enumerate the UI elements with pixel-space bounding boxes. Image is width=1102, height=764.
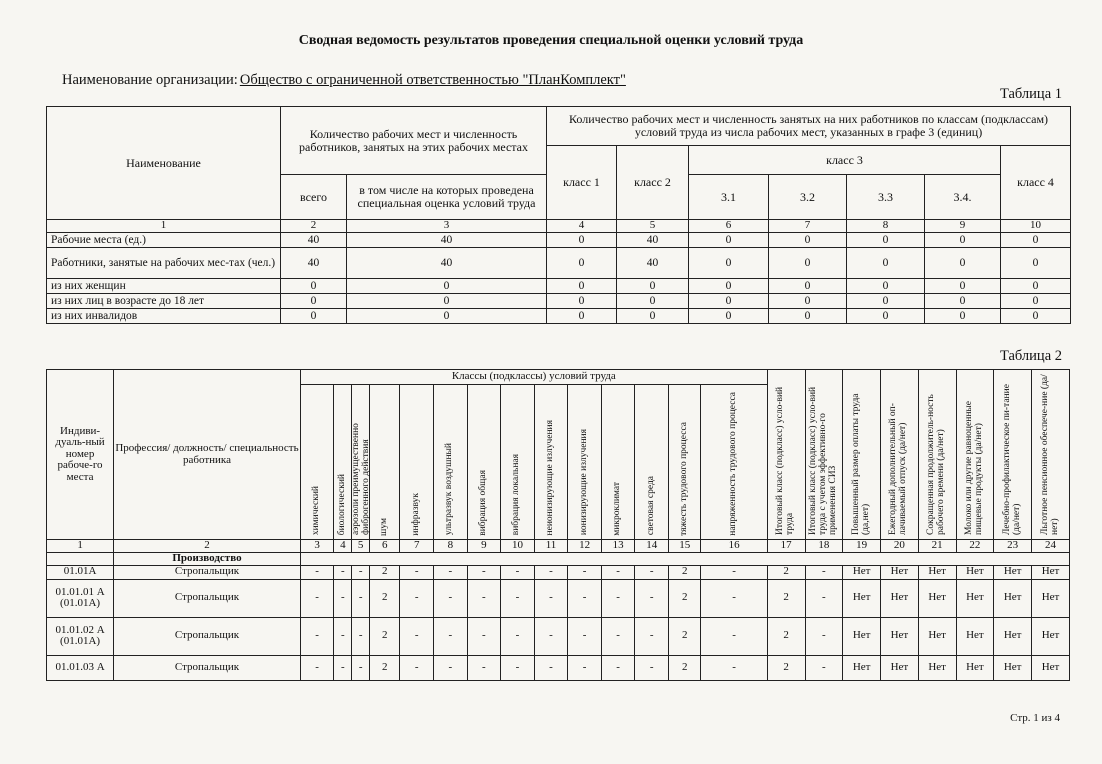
column-number: 17 [767,540,805,553]
col-name-header: Наименование [47,107,281,220]
table-cell: - [434,655,468,680]
table-cell: 0 [1001,309,1071,324]
table-cell: - [635,579,669,617]
extra-label: Лечебно-профилактическое пи-тание (да/нет) [1001,384,1022,536]
table-cell: 0 [281,294,347,309]
column-numbers-row [47,220,1071,233]
table-cell: 0 [925,233,1001,248]
extra-label: Молоко или другие равноценные пищевые продукты (да/нет) [963,401,984,536]
table-cell: 2 [767,617,805,655]
organization-line [62,72,626,89]
table-cell: 2 [668,579,701,617]
column-number: 4 [334,540,352,553]
factor-header [601,385,635,540]
table-row [47,294,1071,309]
class1-header: класс 1 [547,146,617,220]
table-cell: Нет [843,617,881,655]
organization-name: Общество с ограниченной ответственностью "ПланКомплект" [239,72,626,88]
page-number: Стр. 1 из 4 [1010,712,1060,724]
column-number: 12 [568,540,602,553]
table-cell: Нет [843,655,881,680]
table-cell: 0 [925,248,1001,279]
summary-table [46,106,1071,324]
factor-header [568,385,602,540]
column-number: 10 [501,540,535,553]
workplace-id: 01.01А [47,565,114,579]
table-cell: - [568,579,602,617]
workplace-id: 01.01.01 А (01.01А) [47,579,114,617]
table-cell: - [400,617,434,655]
table-cell: - [805,579,843,617]
table-cell: - [534,655,568,680]
factor-header [668,385,701,540]
column-number: 15 [668,540,701,553]
column-number: 20 [881,540,919,553]
table-cell: 40 [347,248,547,279]
factor-header [434,385,468,540]
profession-header: Профессия/ должность/ специальность работника [114,370,301,540]
factor-header [467,385,501,540]
table-cell: Нет [1032,617,1070,655]
table-cell: 0 [847,309,925,324]
table2-body [47,565,1070,680]
table-cell: - [501,579,535,617]
profession: Стропальщик [114,617,301,655]
table-cell: Нет [843,579,881,617]
incl-header: в том числе на которых проведена специальная оценка условий труда [347,175,547,220]
table-cell: Нет [918,565,956,579]
table-cell: - [805,617,843,655]
column-number: 21 [918,540,956,553]
table-cell: Нет [918,579,956,617]
factor-label: вибрация общая [477,469,488,536]
table-cell: - [805,565,843,579]
table-cell: - [701,617,767,655]
table-cell: 0 [769,233,847,248]
extra-header [956,370,994,540]
table-cell: Нет [956,655,994,680]
row-label: Рабочие места (ед.) [47,233,281,248]
table-cell: - [434,617,468,655]
factor-label: аэрозоли преимущественно фиброгенного действия [351,423,372,536]
table-cell: 0 [847,279,925,294]
table-cell: 0 [769,279,847,294]
table-cell: - [501,565,535,579]
factor-label: микроклимат [612,481,623,536]
table-cell: - [635,565,669,579]
table2-caption: Таблица 2 [999,348,1062,364]
table-cell: - [352,617,370,655]
table-cell: - [568,655,602,680]
workplaces-table [46,369,1070,681]
table-cell: - [334,617,352,655]
column-number: 11 [534,540,568,553]
table-cell: Нет [843,565,881,579]
table-row [47,655,1070,680]
table-cell: 0 [547,248,617,279]
table-cell: - [300,565,334,579]
table-cell: - [352,579,370,617]
table-cell: - [400,565,434,579]
column-number: 16 [701,540,767,553]
column-number: 19 [843,540,881,553]
table-cell: 0 [617,279,689,294]
table-cell: 0 [769,294,847,309]
table-cell: 0 [347,294,547,309]
factor-label: световая среда [645,476,656,536]
factor-label: тяжесть трудового процесса [678,421,689,536]
table-cell: - [568,617,602,655]
factor-header [300,385,334,540]
table-cell: Нет [881,617,919,655]
empty-cell [47,553,114,566]
table-cell: - [568,565,602,579]
table-cell: - [300,579,334,617]
extra-header [881,370,919,540]
table-cell: 40 [617,248,689,279]
qty-group-header: Количество рабочих мест и численность работников, занятых на этих рабочих местах [281,107,547,175]
factor-header [352,385,370,540]
factor-header [534,385,568,540]
table-cell: 2 [767,579,805,617]
classes-group-header: Классы (подклассы) условий труда [300,370,767,385]
class3-header: класс 3 [689,146,1001,175]
factor-header [334,385,352,540]
table-cell: 0 [347,309,547,324]
factor-label: напряженность трудового процесса [728,391,739,536]
extra-label: Ежегодный дополнительный оп-лачиваемый отпуск (да/нет) [888,403,909,536]
table-cell: 0 [547,294,617,309]
table-cell: 40 [617,233,689,248]
table-cell: 0 [347,279,547,294]
table-row [47,565,1070,579]
table-cell: - [300,617,334,655]
table1-body [47,233,1071,324]
table-cell: Нет [881,579,919,617]
table-cell: 2 [668,655,701,680]
column-number: 18 [805,540,843,553]
table-cell: - [805,655,843,680]
table-cell: 0 [617,294,689,309]
table-cell: 40 [347,233,547,248]
table-cell: - [501,617,535,655]
workplace-id-header: Индиви-дуаль-ный номер рабоче-го места [47,370,114,540]
table-cell: - [534,617,568,655]
column-number: 7 [400,540,434,553]
table-cell: - [534,579,568,617]
column-number: 8 [434,540,468,553]
table-cell: Нет [881,565,919,579]
profession: Стропальщик [114,579,301,617]
table-cell: 0 [847,294,925,309]
table-cell: 0 [1001,248,1071,279]
table-row [47,309,1071,324]
table-cell: Нет [994,565,1032,579]
table-cell: 0 [847,233,925,248]
table-cell: - [601,655,635,680]
table-cell: - [334,565,352,579]
table-cell: - [601,579,635,617]
column-number: 8 [847,220,925,233]
table-cell: Нет [918,617,956,655]
column-number: 9 [467,540,501,553]
class4-header: класс 4 [1001,146,1071,220]
table-cell: 0 [769,248,847,279]
table-cell: 0 [769,309,847,324]
column-number: 9 [925,220,1001,233]
table-cell: Нет [956,579,994,617]
table-cell: 2 [370,655,400,680]
table-cell: - [467,565,501,579]
column-number: 13 [601,540,635,553]
column-number: 24 [1032,540,1070,553]
extra-label: Сокращенная продолжитель-ность рабочего времени (да/нет) [926,394,947,536]
table-cell: 0 [617,309,689,324]
class31-header: 3.1 [689,175,769,220]
table-cell: - [352,655,370,680]
column-number: 14 [635,540,669,553]
column-number: 22 [956,540,994,553]
table-cell: - [701,655,767,680]
table-cell: 40 [281,248,347,279]
table-cell: 0 [1001,294,1071,309]
table-cell: - [467,579,501,617]
table-cell: 0 [689,309,769,324]
empty-cell [300,553,1069,566]
table-cell: 2 [370,579,400,617]
factor-header [370,385,400,540]
class2-header: класс 2 [617,146,689,220]
table-cell: 0 [847,248,925,279]
table-cell: 2 [767,565,805,579]
table-cell: 0 [281,309,347,324]
table-cell: Нет [994,655,1032,680]
table-cell: 0 [925,294,1001,309]
table-cell: 0 [689,279,769,294]
table-cell: - [400,655,434,680]
row-label: из них женщин [47,279,281,294]
table-row [47,248,1071,279]
table-cell: 0 [281,279,347,294]
column-number: 2 [114,540,301,553]
factor-label: вибрация локальная [511,454,522,536]
table-cell: 0 [1001,279,1071,294]
factor-header [701,385,767,540]
table-cell: 0 [547,279,617,294]
table-cell: - [601,617,635,655]
column-number: 2 [281,220,347,233]
table-cell: - [300,655,334,680]
table-cell: 0 [689,248,769,279]
table-cell: 0 [689,294,769,309]
table-cell: 40 [281,233,347,248]
extra-header [1032,370,1070,540]
row-label: из них лиц в возрасте до 18 лет [47,294,281,309]
section-row [47,553,1070,566]
table-cell: Нет [994,617,1032,655]
table-cell: Нет [1032,565,1070,579]
class34-header: 3.4. [925,175,1001,220]
table-cell: Нет [956,565,994,579]
table-cell: - [334,655,352,680]
extra-label: Итоговый класс (подкласс) усло-вий труда с учетом эффективно-го применения СИЗ [807,387,838,536]
table-cell: Нет [1032,655,1070,680]
table-cell: - [467,617,501,655]
workplace-id: 01.01.03 А [47,655,114,680]
table-cell: - [701,579,767,617]
extra-header [918,370,956,540]
workplace-id: 01.01.02 А (01.01А) [47,617,114,655]
factor-header [501,385,535,540]
table-row [47,579,1070,617]
table-cell: 2 [370,617,400,655]
profession: Стропальщик [114,655,301,680]
factor-label: шум [378,517,389,536]
extra-header [843,370,881,540]
column-number: 5 [352,540,370,553]
extra-header [767,370,805,540]
table-cell: - [434,579,468,617]
organization-label: Наименование организации: [62,72,238,88]
factor-label: неионизирующие излучения [545,419,556,536]
table-cell: Нет [956,617,994,655]
table-cell: 0 [547,309,617,324]
class33-header: 3.3 [847,175,925,220]
table-cell: Нет [994,579,1032,617]
table-cell: - [601,565,635,579]
table-cell: Нет [1032,579,1070,617]
section-title: Производство [114,553,301,566]
column-number: 4 [547,220,617,233]
factor-label: инфразвук [410,492,421,536]
class-group-header: Количество рабочих мест и численность занятых на них работников по классам (подклассам) условий труда из числа рабочих мест, указанных в графе 3 (единиц) [547,107,1071,146]
table-cell: 2 [370,565,400,579]
column-number: 5 [617,220,689,233]
extra-label: Итоговый класс (подкласс) усло-вий труда [775,387,796,536]
factor-header [635,385,669,540]
profession: Стропальщик [114,565,301,579]
column-number: 1 [47,540,114,553]
table1-caption: Таблица 1 [999,86,1062,102]
column-number: 7 [769,220,847,233]
row-label: Работники, занятые на рабочих мес-тах (чел.) [47,248,281,279]
column-numbers-row [47,540,1070,553]
column-number: 23 [994,540,1032,553]
table-cell: - [635,617,669,655]
column-number: 3 [347,220,547,233]
extra-header [805,370,843,540]
table-cell: - [534,565,568,579]
column-number: 6 [370,540,400,553]
factor-label: химический [311,486,322,536]
table-cell: 0 [689,233,769,248]
table-row [47,233,1071,248]
table-cell: - [701,565,767,579]
table-cell: - [467,655,501,680]
column-number: 6 [689,220,769,233]
factor-label: ультразвук воздушный [444,443,455,536]
table-cell: 2 [668,617,701,655]
extra-label: Льготное пенсионное обеспече-ние (да/нет) [1039,374,1060,536]
row-label: из них инвалидов [47,309,281,324]
class32-header: 3.2 [769,175,847,220]
table-cell: - [501,655,535,680]
column-number: 10 [1001,220,1071,233]
table-cell: 0 [547,233,617,248]
page-title: Сводная ведомость результатов проведения специальной оценки условий труда [298,33,804,48]
table-cell: Нет [881,655,919,680]
factor-header [400,385,434,540]
column-number: 3 [300,540,334,553]
table-row [47,617,1070,655]
factor-label: биологический [336,474,347,536]
table-cell: 0 [925,309,1001,324]
table-cell: 2 [767,655,805,680]
table-cell: - [400,579,434,617]
table-row [47,279,1071,294]
table-cell: Нет [918,655,956,680]
table-cell: - [352,565,370,579]
table-cell: - [635,655,669,680]
extra-label: Повышенный размер оплаты труда (да,нет) [850,393,871,536]
table-cell: 0 [1001,233,1071,248]
total-header: всего [281,175,347,220]
extra-header [994,370,1032,540]
table-cell: 2 [668,565,701,579]
factor-label: ионизирующие излучения [578,429,589,536]
column-number: 1 [47,220,281,233]
table-cell: - [334,579,352,617]
table-cell: 0 [925,279,1001,294]
table-cell: - [434,565,468,579]
